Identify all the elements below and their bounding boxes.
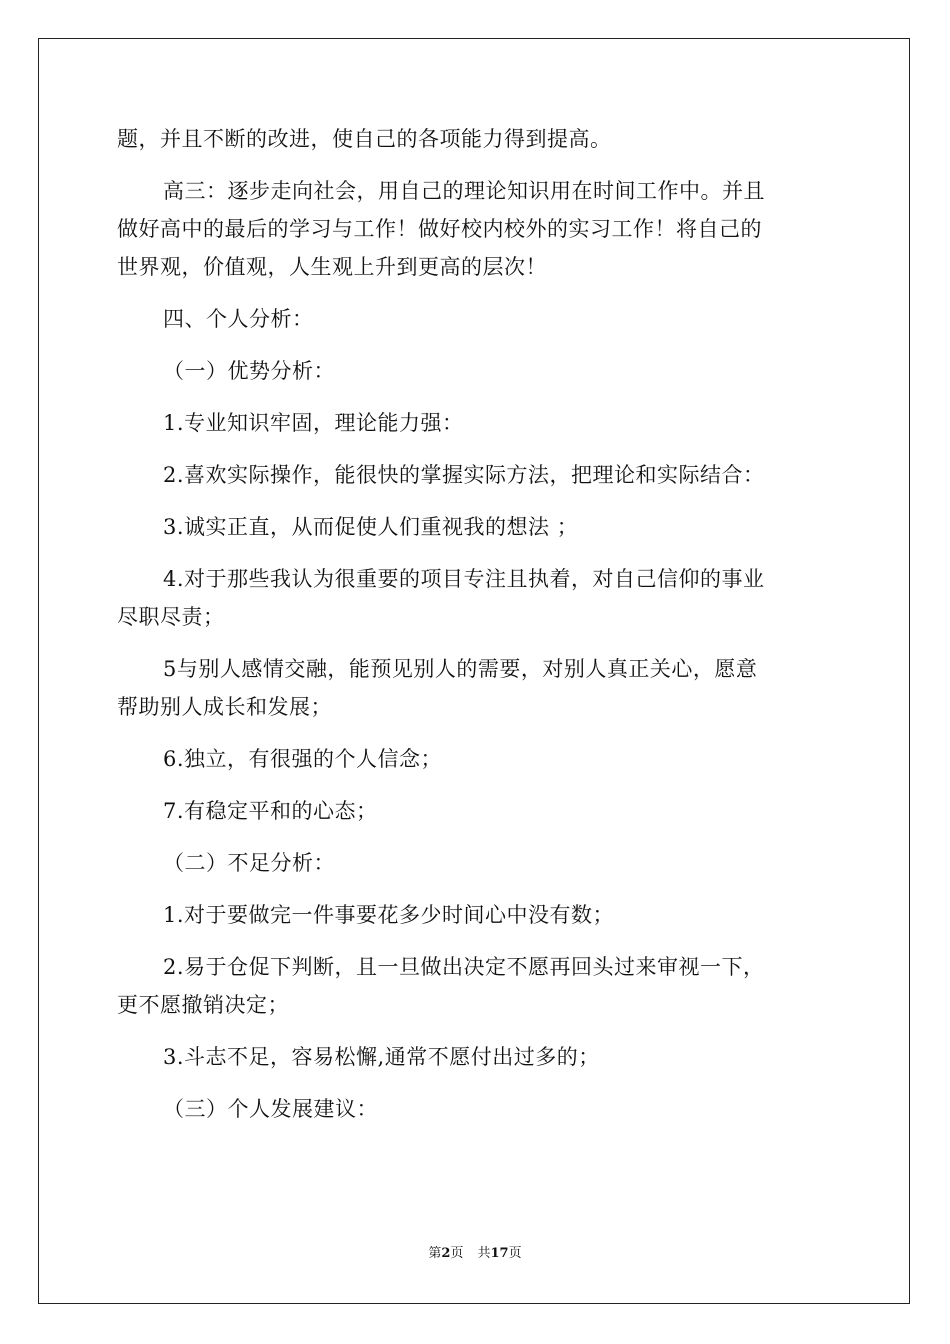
list-item: 4.对于那些我认为很重要的项目专注且执着，对自己信仰的事业 xyxy=(163,567,765,591)
list-item: 1.专业知识牢固，理论能力强： xyxy=(163,411,464,435)
page-footer xyxy=(0,1246,950,1262)
text-line: 题，并且不断的改进，使自己的各项能力得到提高。 xyxy=(117,127,612,151)
list-item: 1.对于要做完一件事要花多少时间心中没有数； xyxy=(163,903,615,927)
list-item: 7.有稳定平和的心态； xyxy=(163,799,378,823)
list-item: 6.独立，有很强的个人信念； xyxy=(163,747,443,771)
section-heading: 四、个人分析： xyxy=(163,307,314,331)
text-line: 做好高中的最后的学习与工作！做好校内校外的实习工作！将自己的 xyxy=(117,217,762,241)
total-suffix: 页 xyxy=(508,1246,522,1261)
subsection-heading: （三）个人发展建议： xyxy=(163,1097,378,1121)
total-prefix: 共 xyxy=(477,1246,491,1261)
document-body xyxy=(117,126,837,1148)
subsection-heading: （一）优势分析： xyxy=(163,359,335,383)
list-item-continuation: 尽职尽责； xyxy=(117,605,225,629)
list-item: 2.喜欢实际操作，能很快的掌握实际方法，把理论和实际结合： xyxy=(163,463,765,487)
list-item-continuation: 帮助别人成长和发展； xyxy=(117,695,332,719)
page-suffix: 页 xyxy=(450,1246,464,1261)
list-item: 3.诚实正直，从而促使人们重视我的想法 ； xyxy=(163,515,579,539)
text-line: 高三：逐步走向社会，用自己的理论知识用在时间工作中。并且 xyxy=(163,179,765,203)
list-item: 5与别人感情交融，能预见别人的需要，对别人真正关心，愿意 xyxy=(163,657,758,681)
page-number: 2 xyxy=(441,1246,451,1261)
page-prefix: 第 xyxy=(428,1246,442,1261)
total-pages: 17 xyxy=(490,1246,509,1261)
list-item: 2.易于仓促下判断，且一旦做出决定不愿再回头过来审视一下， xyxy=(163,955,765,979)
list-item-continuation: 更不愿撤销决定； xyxy=(117,993,289,1017)
text-line: 世界观，价值观，人生观上升到更高的层次！ xyxy=(117,255,547,279)
subsection-heading: （二）不足分析： xyxy=(163,851,335,875)
list-item: 3.斗志不足，容易松懈,通常不愿付出过多的； xyxy=(163,1045,600,1069)
